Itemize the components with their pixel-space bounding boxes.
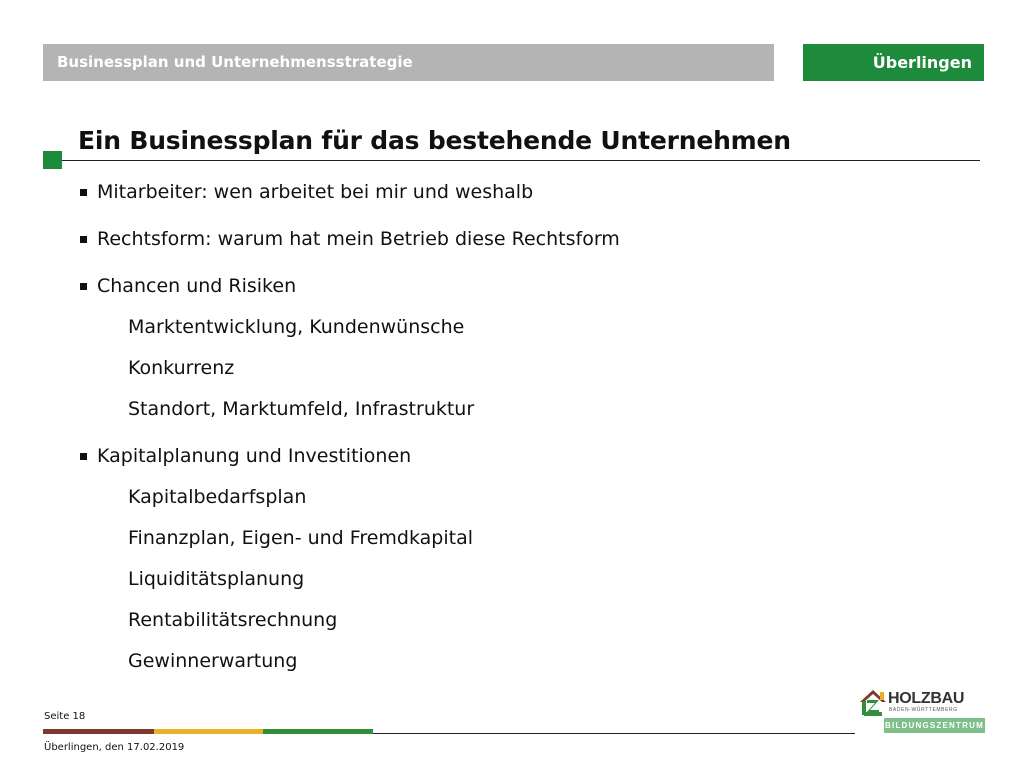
logo-band bbox=[884, 718, 985, 733]
bullet-item bbox=[78, 274, 958, 298]
sub-item: Standort, Marktumfeld, Infrastruktur bbox=[128, 398, 475, 420]
page-number: Seite 18 bbox=[44, 711, 86, 722]
stripe-yellow bbox=[154, 729, 263, 734]
stripe-brown bbox=[43, 729, 154, 734]
bullet-square-icon bbox=[80, 189, 87, 196]
sub-item: Marktentwicklung, Kundenwünsche bbox=[128, 316, 465, 338]
sub-item: Rentabilitätsrechnung bbox=[128, 609, 338, 631]
sub-item: Gewinnerwartung bbox=[128, 650, 298, 672]
bullet-square-icon bbox=[80, 453, 87, 460]
sub-item: Kapitalbedarfsplan bbox=[128, 486, 307, 508]
bullet-list bbox=[78, 180, 958, 673]
holzbau-logo bbox=[858, 684, 986, 736]
title-underline bbox=[62, 160, 980, 161]
logo-region: BADEN-WÜRTTEMBERG bbox=[889, 707, 958, 713]
footer-date: Überlingen, den 17.02.2019 bbox=[44, 742, 185, 753]
house-logo-icon bbox=[858, 686, 890, 720]
footer-rule bbox=[373, 733, 855, 734]
sub-item: Finanzplan, Eigen- und Fremdkapital bbox=[128, 527, 474, 549]
bullet-text: Kapitalplanung und Investitionen bbox=[97, 445, 412, 467]
logo-band-text: BILDUNGSZENTRUM bbox=[885, 721, 984, 730]
sub-item: Liquiditätsplanung bbox=[128, 568, 305, 590]
title-accent-square bbox=[43, 151, 62, 169]
course-title: Businessplan und Unternehmensstrategie bbox=[57, 53, 413, 71]
location-badge bbox=[803, 44, 984, 81]
bullet-item bbox=[78, 444, 958, 468]
slide-title: Ein Businessplan für das bestehende Unternehmen bbox=[78, 126, 791, 155]
bullet-item bbox=[78, 180, 958, 204]
bullet-text: Chancen und Risiken bbox=[97, 275, 297, 297]
bullet-square-icon bbox=[80, 236, 87, 243]
location-label: Überlingen bbox=[872, 53, 972, 72]
header-bar bbox=[43, 44, 774, 81]
sub-item: Konkurrenz bbox=[128, 357, 235, 379]
stripe-green bbox=[263, 729, 373, 734]
bullet-text: Mitarbeiter: wen arbeitet bei mir und weshalb bbox=[97, 181, 534, 203]
logo-wordmark: HOLZBAU bbox=[888, 690, 965, 707]
bullet-text: Rechtsform: warum hat mein Betrieb diese Rechtsform bbox=[97, 228, 620, 250]
bullet-square-icon bbox=[80, 283, 87, 290]
bullet-item bbox=[78, 227, 958, 251]
